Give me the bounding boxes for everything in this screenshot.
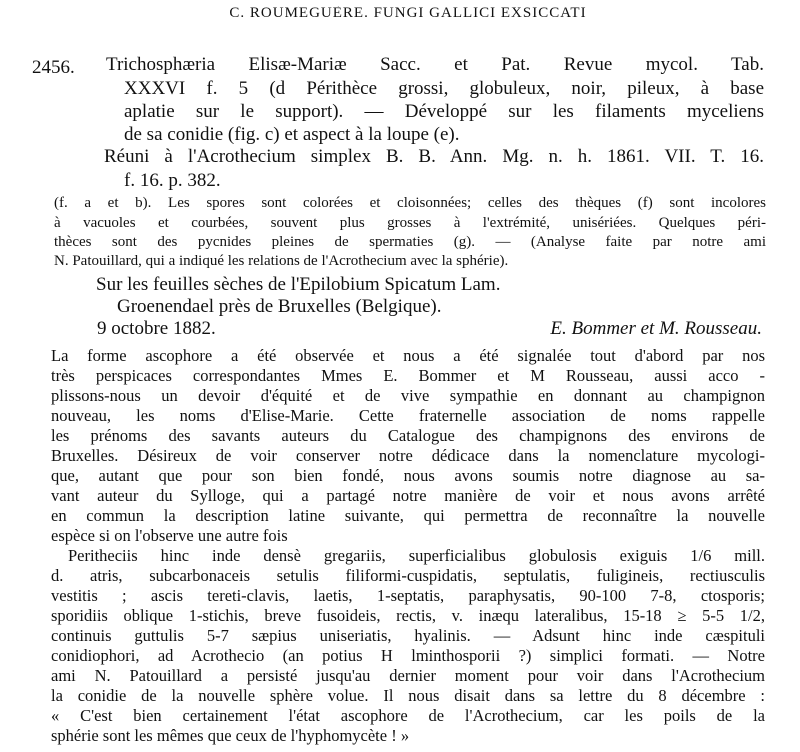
entry-line: XXXVI f. 5 (d Périthèce grossi, globuleux, noir, pileux, à base (124, 79, 764, 98)
latin-line: vestitis ; ascis tereti-clavis, laetis, 1-septatis, paraphysatis, 90-100 7-8, ctosporis; (51, 588, 765, 605)
body-line: les prénoms des savants auteurs du Catalogue des champignons des environs de (51, 428, 765, 445)
note-line: thèces sont des pycnides pleines de spermaties (g). — (Analyse faite par notre ami (54, 235, 766, 250)
note-line: (f. a et b). Les spores sont colorées et cloisonnées; celles des thèques (f) sont incolores (54, 196, 766, 211)
running-header: C. ROUMEGUÈRE. FUNGI GALLICI EXSICCATI (229, 6, 587, 21)
body-line: Bruxelles. Désireux de voir conserver notre dédicace dans la nomenclature mycologi- (51, 448, 765, 465)
habitat-line: Groenendael près de Bruxelles (Belgique). (117, 297, 442, 316)
entry-line: Trichosphæria Elisæ-Mariæ Sacc. et Pat. Revue mycol. Tab. (106, 55, 764, 74)
body-line: vant auteur du Sylloge, qui a partagé notre manière de voir et nous avons arrêté (51, 488, 765, 505)
latin-line: Peritheciis hinc inde densè gregariis, superficialibus globulosis exiguis 1/6 mill. (68, 548, 765, 565)
body-line: espèce si on l'observe une autre fois (51, 528, 288, 545)
body-line: plissons-nous un devoir d'équité et de vive sympathie en donnant au champignon (51, 388, 765, 405)
latin-line: continuis guttulis 5-7 sæpius uniseriatis, hyalinis. — Adsunt hinc inde cæspituli (51, 628, 765, 645)
entry-line: Réuni à l'Acrothecium simplex B. B. Ann. Mg. n. h. 1861. VII. T. 16. (104, 147, 764, 166)
habitat-collectors: E. Bommer et M. Rousseau. (550, 319, 762, 338)
latin-line: d. atris, subcarbonaceis setulis filiformi-cuspidatis, septulatis, fuliginеis, rectiusculis (51, 568, 765, 585)
entry-line: aplatie sur le support). — Développé sur les filaments myceliens (124, 102, 764, 121)
entry-number: 2456. (32, 58, 75, 77)
body-line: La forme ascophore a été observée et nous a été signalée tout d'abord par nos (51, 348, 765, 365)
entry-line: de sa conidie (fig. c) et aspect à la loupe (e). (124, 125, 460, 144)
note-line: N. Patouillard, qui a indiqué les relations de l'Acrothecium avec la sphérie). (54, 254, 509, 269)
latin-line: sphérie sont les mêmes que ceux de l'hyphomycète ! » (51, 728, 410, 745)
latin-line: « C'est bien certainement l'état ascophore de l'Acrothecium, car les poils de la (51, 708, 765, 725)
body-line: nouveau, les noms d'Elise-Marie. Cette fraternelle association de noms rappelle (51, 408, 765, 425)
body-line: que, autant que pour son bien fondé, nous avons soumis notre diagnose au sa- (51, 468, 765, 485)
entry-line: f. 16. p. 382. (124, 171, 221, 190)
body-line: très perspicaces correspondantes Mmes E. Bommer et M Rousseau, aussi acco - (51, 368, 765, 385)
note-line: à vacuoles et courbées, souvent plus grosses à l'extrémité, unisériées. Quelques péri- (54, 216, 766, 231)
latin-line: conidiophori, ad Acrothecio (an potius H lminthosporii ?) simplici formati. — Notre (51, 648, 765, 665)
latin-line: ami N. Patouillard a persisté jusqu'au dernier moment pour voir dans l'Acrothecium (51, 668, 765, 685)
latin-line: sporidiis oblique 1-stichis, breve fusoideis, rectis, v. inæqu lateralibus, 15-18 ≥ 5-5 1/2, (51, 608, 765, 625)
habitat-date: 9 octobre 1882. (97, 319, 216, 338)
latin-line: la conidie de la nouvelle sphère volue. Il nous disait dans sa lettre du 8 décembre : (51, 688, 765, 705)
body-line: en commun la description latine suivante, qui permettra de reconnaître la nouvelle (51, 508, 765, 525)
habitat-line: Sur les feuilles sèches de l'Epilobium Spicatum Lam. (96, 275, 501, 294)
